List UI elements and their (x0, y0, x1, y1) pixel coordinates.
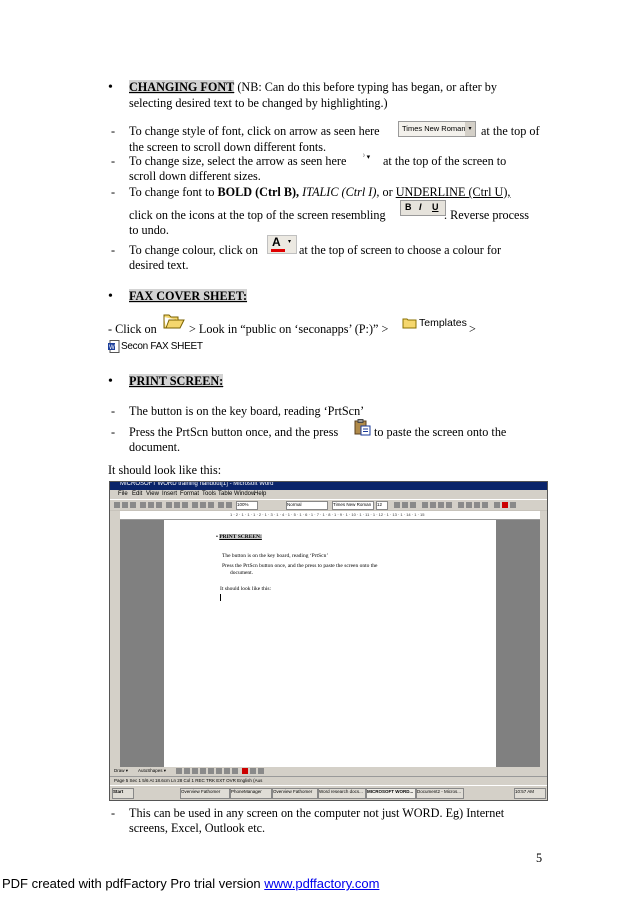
dash: - (111, 425, 116, 439)
word-screenshot-image (109, 481, 548, 801)
screenshot-menu-item: View (146, 491, 159, 497)
pdffactory-link[interactable]: www.pdffactory.com (264, 876, 380, 891)
format-line2b: . Reverse process (444, 208, 529, 222)
screenshot-task-button: Document2 - Micros... (416, 788, 464, 799)
screenshot-task-button: Word research docs... (318, 788, 366, 799)
fax-click-on: - Click on (108, 322, 157, 336)
pdf-footer (2, 876, 379, 891)
changing-font-line1 (129, 80, 497, 95)
format-line3: to undo. (129, 223, 169, 237)
fax-look-in: > Look in “public on ‘seconapps’ (P:)” > (189, 322, 389, 336)
style-line1: To change style of font, click on arrow as seen here (129, 124, 380, 138)
screenshot-menu-item: Window (234, 491, 256, 497)
screenshot-autoshapes-label: AutoShapes ▾ (138, 768, 167, 773)
format-or: or (382, 185, 393, 199)
font-name-box-icon (398, 121, 476, 137)
print-screen-heading (129, 374, 223, 389)
tail-line1: This can be used in any screen on the computer not just WORD. Eg) Internet (129, 806, 505, 820)
dash: - (111, 154, 116, 168)
screenshot-clock: 10:57 AM (514, 788, 546, 799)
footer-prefix: PDF created with pdfFactory Pro trial version (2, 876, 261, 891)
format-underline-text: UNDERLINE (Ctrl U), (395, 185, 511, 199)
print-screen-line3: document. (129, 440, 181, 454)
font-colour-icon (267, 235, 297, 254)
screenshot-font-box: Times New Roman (332, 501, 374, 510)
changing-font-note-line2: selecting desired text to be changed by highlighting.) (129, 96, 388, 110)
screenshot-size-box: 12 (376, 501, 388, 510)
fax-file-name: Secon FAX SHEET (121, 341, 203, 352)
print-screen-line1: The button is on the key board, reading ‘PrtScn’ (129, 404, 365, 418)
screenshot-drawing-toolbar (110, 767, 547, 776)
fax-heading (129, 289, 247, 304)
colour-line1b: at the top of screen to choose a colour for (299, 243, 502, 257)
screenshot-menu-item: Table (218, 491, 233, 497)
dropdown-arrow-icon: ▾ (465, 122, 475, 136)
style-line2: the screen to scroll down different fonts. (129, 140, 327, 154)
screenshot-document-page (164, 520, 496, 767)
size-line1a: To change size, select the arrow as seen here (129, 154, 347, 168)
print-screen-line2b: to paste the screen onto the (374, 425, 507, 439)
screenshot-mini-heading: • PRINT SCREEN: (216, 534, 262, 540)
screenshot-ruler (120, 511, 547, 520)
format-italic-text: ITALIC (Ctrl I), (302, 185, 380, 199)
style-after-icon: at the top of (481, 124, 540, 138)
word-document-icon (108, 340, 120, 353)
screenshot-scrollbar (540, 511, 547, 767)
screenshot-mini-line1: The button is on the key board, reading ‘PrtScn’ (222, 553, 329, 559)
screenshot-mini-line2: Press the PrtScn button once, and the press to paste the screen onto the (222, 563, 378, 569)
screenshot-menu-item: File (118, 491, 128, 497)
dash: - (111, 404, 116, 418)
screenshot-task-button: PhoneManager (230, 788, 272, 799)
size-arrow-icon: ⁾ ▾ (363, 154, 371, 161)
dash: - (111, 243, 116, 257)
screenshot-draw-label: Draw ▾ (114, 768, 129, 773)
screenshot-zoom-box: 100% (236, 501, 258, 510)
size-line1b: at the top of the screen to (383, 154, 507, 168)
tail-line2: screens, Excel, Outlook etc. (129, 821, 266, 835)
font-name-box-text: Times New Roman (402, 124, 466, 133)
fax-heading-text: FAX COVER SHEET: (129, 289, 248, 303)
screenshot-task-button-active: MICROSOFT WORD... (366, 788, 416, 799)
screenshot-task-button: Overview Fathomer (272, 788, 318, 799)
page-number: 5 (536, 851, 543, 865)
screenshot-toolbar (110, 499, 547, 510)
bold-icon: B (405, 202, 412, 212)
open-folder-icon (163, 313, 185, 329)
changing-font-heading: CHANGING FONT (129, 80, 235, 94)
dash: - (111, 124, 116, 138)
format-prefix: To change font to (129, 185, 215, 199)
screenshot-mini-line3: document. (230, 570, 254, 576)
dropdown-arrow-icon: ▾ (288, 239, 292, 245)
templates-label: Templates (419, 317, 467, 329)
format-bold-text: BOLD (Ctrl B), (217, 185, 300, 199)
screenshot-status-text: Page 5 Sec 1 5/6 At 18.6cm Ln 28 Col 1 REC TRK EXT OVR English (Aus (114, 778, 263, 783)
font-colour-letter: A (272, 235, 281, 249)
print-screen-heading-text: PRINT SCREEN: (129, 374, 224, 388)
dash: - (111, 185, 116, 199)
italic-icon: I (419, 202, 422, 212)
bullet-print-screen: • (108, 374, 113, 389)
screenshot-task-button: Overview Fathomer (180, 788, 230, 799)
bullet-fax: • (108, 289, 113, 304)
colour-line2: desired text. (129, 258, 189, 272)
print-screen-line2a: Press the PrtScn button once, and the press (129, 425, 339, 439)
size-line2: scroll down different sizes. (129, 169, 261, 183)
screenshot-vertical-ruler (110, 511, 120, 767)
screenshot-style-box: Normal (286, 501, 328, 510)
screenshot-ruler-text: 1 · 2 · 1 · 1 · 1 · 2 · 1 · 3 · 1 · 4 · 1 · 5 · 1 · 6 · 1 · 7 · 1 · 8 · 1 · 9 · 1 · 10 · 1 · 11 · 1 · 12 · 1 · 13 · 1 · 14 · 1 · 15 (230, 512, 425, 517)
screenshot-menu-item: Insert (162, 491, 178, 497)
screenshot-title: MICROSOFT WORD training handout[1] - Microsoft Word (120, 481, 274, 487)
folder-icon (402, 317, 417, 329)
format-line2a: click on the icons at the top of the screen resembling (129, 208, 386, 222)
screenshot-mini-look: It should look like this: (220, 586, 272, 592)
screenshot-titlebar (110, 482, 547, 490)
changing-font-note: (NB: Can do this before typing has began, or after by (237, 80, 497, 94)
fax-gt: > (469, 322, 476, 336)
underline-icon: U (432, 202, 439, 212)
screenshot-menu-item: Tools (202, 491, 217, 497)
format-line1 (129, 185, 510, 200)
colour-bar (271, 249, 285, 252)
paste-icon (354, 419, 371, 436)
screenshot-menu-item: Format (180, 491, 200, 497)
screenshot-start-button: Start (112, 788, 134, 799)
bullet-changing-font: • (108, 80, 113, 95)
screenshot-menubar (110, 490, 547, 499)
screenshot-menu-item: Edit (132, 491, 143, 497)
screenshot-menu-item: Help (254, 491, 267, 497)
colour-line1a: To change colour, click on (129, 243, 258, 257)
screenshot-taskbar (110, 785, 547, 801)
bold-italic-underline-icon (400, 200, 446, 216)
screenshot-mini-heading-text: PRINT SCREEN: (219, 534, 262, 540)
screenshot-cursor (220, 594, 221, 601)
look-like-this: It should look like this: (108, 463, 222, 477)
svg-text:W: W (109, 345, 115, 351)
dash: - (111, 806, 116, 820)
